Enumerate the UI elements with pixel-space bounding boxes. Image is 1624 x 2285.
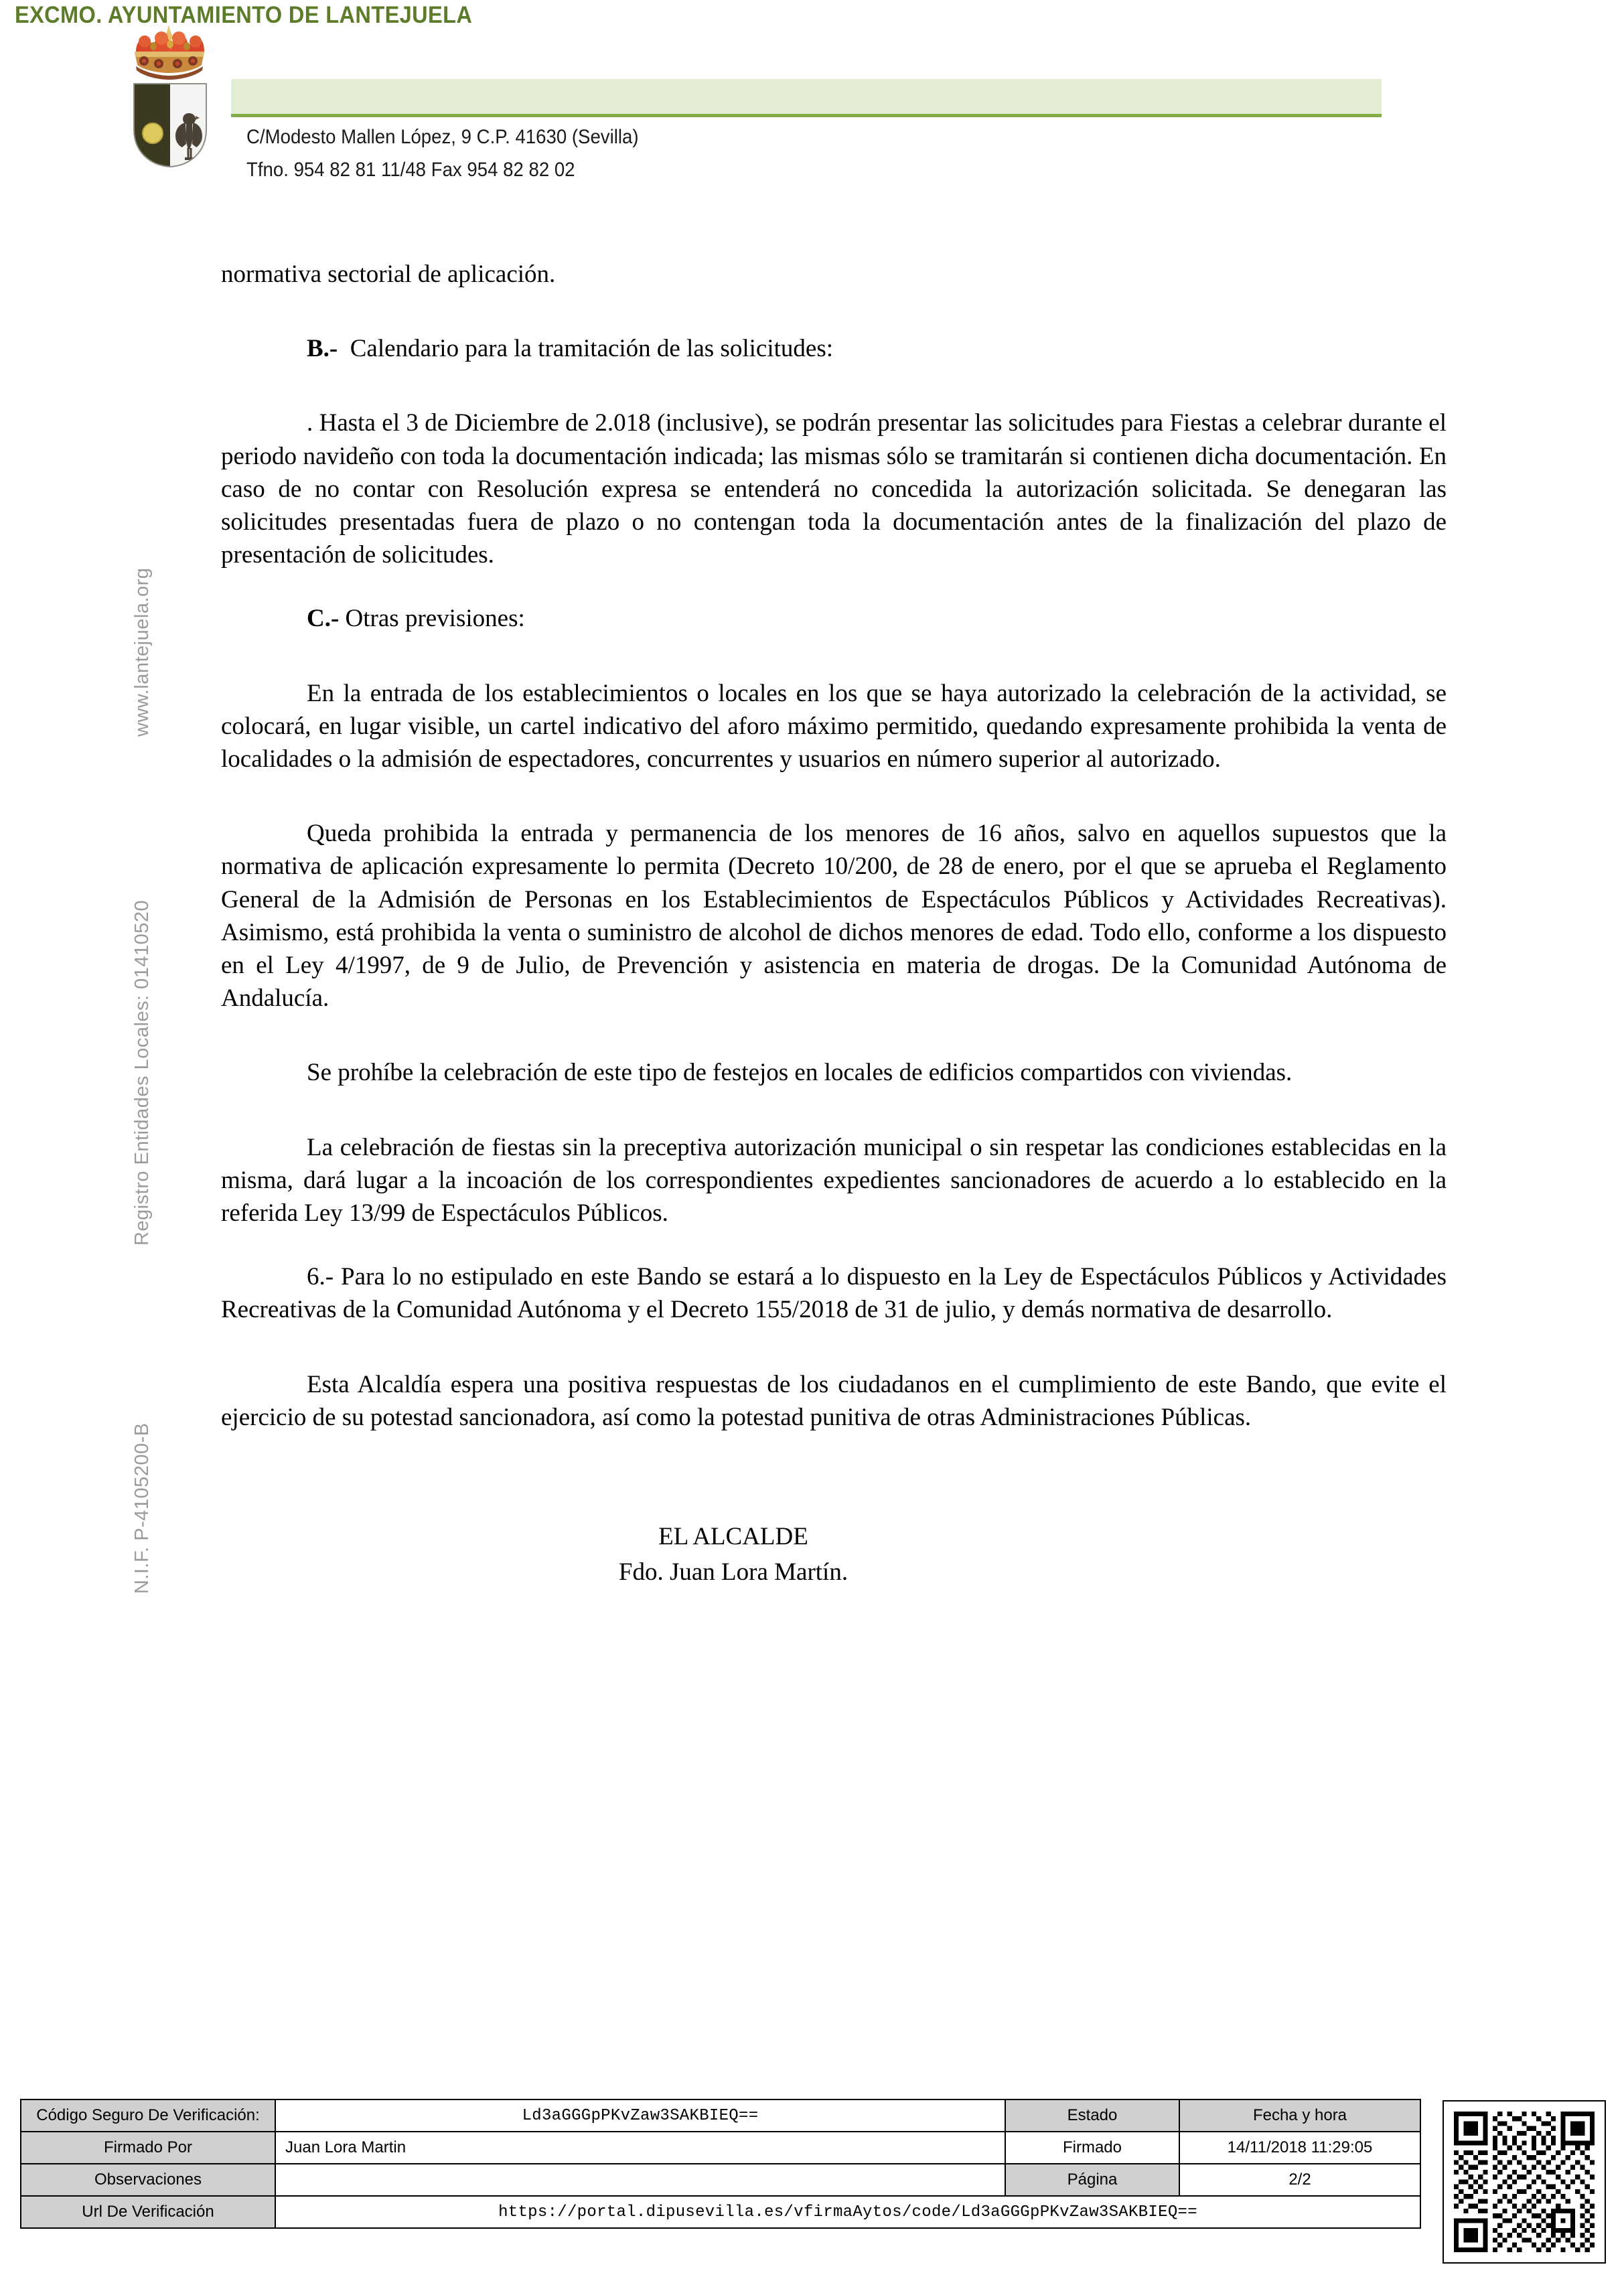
observaciones-value — [275, 2164, 1005, 2196]
csv-label: Código Seguro De Verificación: — [21, 2099, 275, 2132]
pagina-label: Página — [1005, 2164, 1179, 2196]
estado-value: Firmado — [1005, 2132, 1179, 2164]
section-b-label: B.- — [307, 335, 338, 363]
paragraph-menores: Queda prohibida la entrada y permanencia de los menores de 16 años, salvo en aquellos supuestos que la normativa de aplicación expresamente lo permita (Decreto 10/200, de 28 de enero, por el que se aprueba el Reglamento General de la Admisión de Personas en los Establecimientos de Espectáculos Públicos y Actividades Recreativas). Asimismo, está prohibida la venta o suministro de alcohol de dichos menores de edad. Todo ello, conforme a los dispuesto en el Ley 4/1997, de 9 de Julio, de Prevención y asistencia en materia de drogas. De la Comunidad Autónoma de Andalucía. — [221, 820, 1447, 1013]
document-body — [221, 258, 1447, 1590]
sidebar-nif-label: N.I.F. P-4105200-B — [131, 1422, 153, 1594]
table-row — [21, 2099, 1420, 2132]
paragraph-cierre: Esta Alcaldía espera una positiva respuestas de los ciudadanos en el cumplimiento de este Bando, que evite el ejercicio de su potestad sancionadora, así como la potestad punitiva de otras Administraciones Públicas. — [221, 1370, 1447, 1431]
section-c-heading — [221, 602, 1447, 635]
paragraph-calendar: . Hasta el 3 de Diciembre de 2.018 (inclusive), se podrán presentar las solicitudes para Fiestas a celebrar durante el periodo navideño con toda la documentación indicada; las mismas sólo se tramitarán si contienen dicha documentación. En caso de no contar con Resolución expresa se entenderá no concedida la autorización solicitada. Se denegaran las solicitudes presentadas fuera de plazo o no contengan toda la documentación antes de la finalización del plazo de presentación de solicitudes. — [221, 409, 1447, 569]
section-b-heading — [221, 332, 1447, 365]
header-title-band — [231, 79, 1382, 117]
sidebar-registry-label: Registro Entidades Locales: 01410520 — [131, 899, 153, 1246]
qr-code-icon — [1443, 2100, 1606, 2264]
fecha-value: 14/11/2018 11:29:05 — [1179, 2132, 1420, 2164]
paragraph-sanciones: La celebración de fiestas sin la preceptiva autorización municipal o sin respetar las condiciones establecidas en la misma, dará lugar a la incoación de los correspondientes expedientes sancionadores de acuerdo a lo establecido en la referida Ley 13/99 de Espectáculos Públicos. — [221, 1133, 1447, 1228]
header-address-line-2: Tfno. 954 82 81 11/48 Fax 954 82 82 02 — [246, 159, 575, 181]
table-row — [21, 2164, 1420, 2196]
fecha-label: Fecha y hora — [1179, 2099, 1420, 2132]
url-verificacion-label: Url De Verificación — [21, 2196, 275, 2228]
signature-title: EL ALCALDE — [658, 1523, 808, 1551]
csv-value: Ld3aGGGpPKvZaw3SAKBIEQ== — [275, 2099, 1005, 2132]
verification-footer — [20, 2099, 1607, 2265]
page-header — [0, 0, 1624, 214]
spacer — [221, 1015, 1447, 1056]
spacer — [221, 571, 1447, 602]
sidebar-website-label: www.lantejuela.org — [131, 567, 153, 737]
spacer — [221, 1327, 1447, 1368]
table-row — [21, 2196, 1420, 2228]
spacer — [221, 636, 1447, 677]
url-verificacion-value: https://portal.dipusevilla.es/vfirmaAytos/code/Ld3aGGGpPKvZaw3SAKBIEQ== — [275, 2196, 1420, 2228]
firmado-por-label: Firmado Por — [21, 2132, 275, 2164]
spacer — [221, 1230, 1447, 1260]
table-row — [21, 2132, 1420, 2164]
paragraph-viviendas: Se prohíbe la celebración de este tipo de festejos en locales de edificios compartidos con viviendas. — [307, 1059, 1293, 1087]
signature-name: Fdo. Juan Lora Martín. — [618, 1558, 848, 1586]
spacer — [221, 776, 1447, 817]
header-address-line-1: C/Modesto Mallen López, 9 C.P. 41630 (Sevilla) — [246, 126, 639, 148]
paragraph-aforo: En la entrada de los establecimientos o locales en los que se haya autorizado la celebración de la actividad, se colocará, en lugar visible, un cartel indicativo del aforo máximo permitido, quedando expresamente prohibida la venta de localidades o la admisión de espectadores, concurrentes y usuarios en número superior al autorizado. — [221, 679, 1447, 773]
pagina-value: 2/2 — [1179, 2164, 1420, 2196]
signature-block — [221, 1520, 1447, 1590]
spacer — [221, 1090, 1447, 1131]
observaciones-label: Observaciones — [21, 2164, 275, 2196]
page-title: EXCMO. AYUNTAMIENTO DE LANTEJUELA — [15, 2, 473, 28]
paragraph-punto-6: 6.- Para lo no estipulado en este Bando se estará a lo dispuesto en la Ley de Espectáculos Públicos y Actividades Recreativas de la Comunidad Autónoma y el Decreto 155/2018 de 31 de julio, y demás normativa de desarrollo. — [221, 1263, 1447, 1324]
paragraph-continued: normativa sectorial de aplicación. — [221, 261, 556, 288]
left-margin-strip — [0, 0, 154, 2285]
spacer — [221, 291, 1447, 332]
firmado-por-value: Juan Lora Martin — [275, 2132, 1005, 2164]
section-c-title: Otras previsiones: — [345, 605, 525, 633]
estado-label: Estado — [1005, 2099, 1179, 2132]
section-c-label: C.- — [307, 605, 340, 633]
spacer — [221, 365, 1447, 407]
section-b-title: Calendario para la tramitación de las solicitudes: — [350, 335, 833, 363]
verification-table — [20, 2099, 1421, 2229]
